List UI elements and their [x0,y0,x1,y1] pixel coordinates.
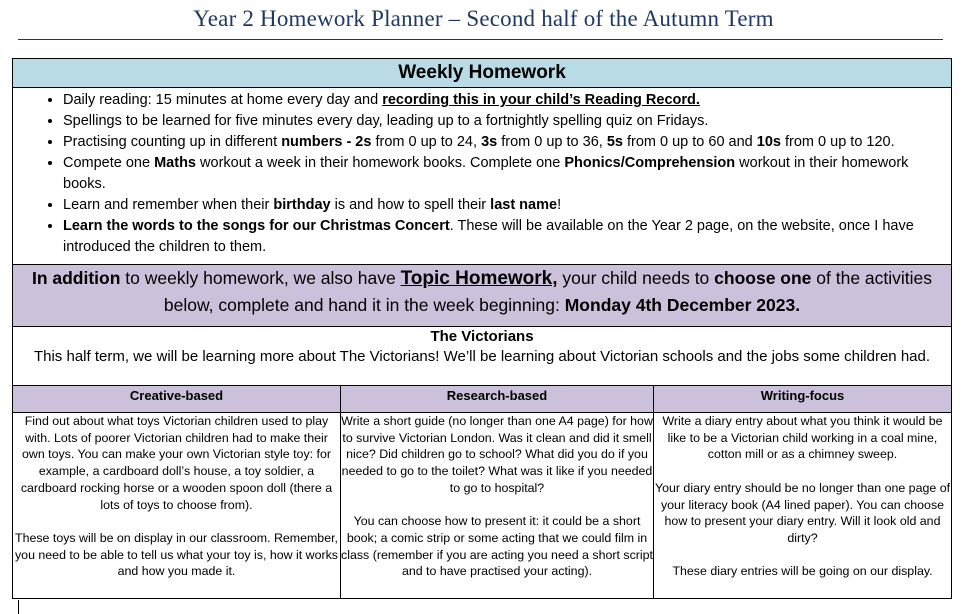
task-text: workout in their homework books. [63,155,909,192]
activity-paragraph: Find out about what toys Victorian children used to play with. Lots of poorer Victorian children had to make their own toys. You can make your own Victorian style toy: for example, a cardboard doll’s house, a toy soldier, a cardboard rocking horse or a wooden spoon doll (there a lots of toys to choose from). [20,414,333,512]
activity-paragraph: Write a short guide (no longer than one A4 page) for how to survive Victorian London. Was it clean and did it smell nice? Did children go to school? What did you do if you needed to go to the toilet? What was it like if you needed to go to hospital? [341,414,653,495]
activity-creative [13,413,341,599]
task-emphasis: 3s [481,134,498,150]
weekly-task-item [63,132,939,153]
task-emphasis: 10s [756,134,781,150]
weekly-task-item [63,111,939,132]
weekly-task-item [63,90,939,111]
choose-one-label: choose one [714,268,812,288]
title-divider [18,39,943,40]
activity-paragraph: Write a diary entry about what you think it would be like to be a Victorian child working in a coal mine, cotton mill or as a chimney sweep. [662,414,943,462]
column-heading-research: Research-based [341,386,654,413]
topic-homework-label: Topic Homework, [400,268,558,289]
task-emphasis: birthday [273,197,331,213]
task-text: Compete one [63,155,155,171]
weekly-task-item [63,153,939,195]
addition-lead: In addition [31,268,121,288]
page-edge-mark [18,600,19,614]
task-text: from 0 up to 120. [780,134,895,150]
task-text: Spellings to be learned for five minutes every day, leading up to a fortnightly spelling quiz on Fridays. [63,113,709,129]
task-emphasis: recording this in your child’s Reading Record. [382,92,700,108]
page-title: Year 2 Homework Planner – Second half of the Autumn Term [193,6,774,31]
activity-paragraph: Your diary entry should be no longer than one page of your literacy book (A4 lined paper). You can choose how to present your diary entry. Will it look old and dirty? [654,480,951,545]
task-emphasis: Learn the words to the songs for our Christmas Concert [63,218,450,234]
hand-in-date: Monday 4th December 2023. [564,295,801,315]
task-text: Learn and remember when their [63,197,274,213]
addition-text-2: your child needs to [557,268,715,288]
task-text: is and how to spell their [330,197,491,213]
topic-description: This half term, we will be learning more about The Victorians! We’ll be learning about Victorian schools and the jobs some children had. [33,348,931,365]
task-emphasis: 5s [606,134,623,150]
task-text: Practising counting up in different [63,134,282,150]
activity-research [341,413,654,599]
task-text: ! [557,197,562,213]
task-text: workout a week in their homework books. Complete one [196,155,565,171]
topic-intro [13,327,952,386]
column-heading-creative: Creative-based [13,386,341,413]
addition-banner [13,265,952,327]
task-emphasis: last name [490,197,558,213]
task-text: from 0 up to 36, [497,134,607,150]
weekly-homework-heading: Weekly Homework [13,59,952,88]
task-text: from 0 up to 24, [371,134,482,150]
addition-text-3: of the activities below, complete and hand it in the week beginning: [163,268,933,315]
task-emphasis: Phonics/Comprehension [564,155,736,171]
activity-writing [654,413,952,599]
task-text: from 0 up to 60 and [622,134,757,150]
weekly-task-item [63,216,939,258]
weekly-task-item [63,195,939,216]
column-heading-writing: Writing-focus [654,386,952,413]
task-emphasis: Maths [154,155,196,171]
task-emphasis: numbers - 2s [281,134,372,150]
weekly-task-list [13,90,951,258]
activity-paragraph: You can choose how to present it: it could be a short book; a comic strip or some acting that we could film in class (remember if you are acting you need a short script and to have practised your acting). [341,514,653,579]
addition-text: to weekly homework, we also have [120,268,401,288]
task-text: . These will be available on the Year 2 page, on the website, once I have introduced the children to them. [63,218,914,255]
homework-table [12,58,952,599]
weekly-homework-section [13,88,952,265]
activity-paragraph: These toys will be on display in our classroom. Remember, you need to be able to tell us what your toy is, how it works and how you made it. [14,530,339,579]
activity-paragraph: These diary entries will be going on our display. [672,564,933,579]
task-text: Daily reading: 15 minutes at home every day and [63,92,383,108]
topic-title: The Victorians [430,328,534,345]
